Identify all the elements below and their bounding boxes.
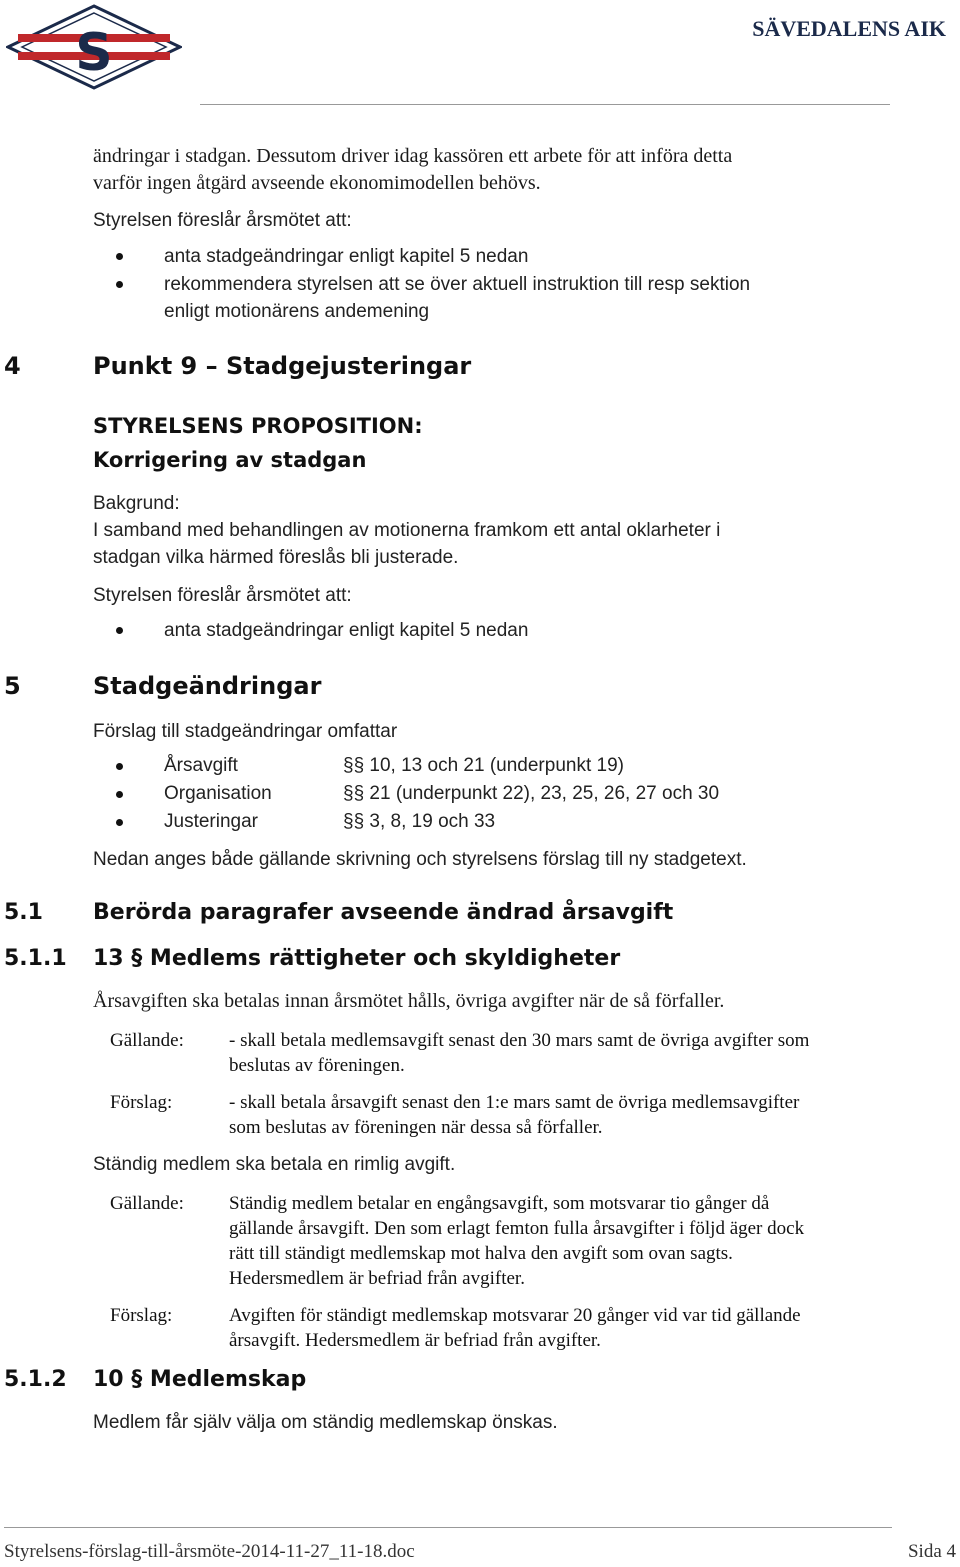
change-item-name: Justeringar (164, 811, 258, 832)
footer-divider (4, 1527, 892, 1528)
intro-proposes: Styrelsen föreslår årsmötet att: (93, 210, 352, 231)
current-text-line: gällande årsavgift. Den som erlagt femton fulla årsavgifter i följd äger dock (229, 1218, 805, 1239)
footer-page-number: Sida 4 (907, 1541, 956, 1562)
proposal-label: Förslag: (110, 1092, 173, 1113)
section-5-1-number: 5.1 (4, 900, 43, 925)
change-item-refs: §§ 10, 13 och 21 (underpunkt 19) (343, 755, 624, 776)
proposal-text-line: årsavgift. Hedersmedlem är befriad från avgifter. (229, 1330, 601, 1351)
section-5-1-2-title: 10 § Medlemskap (93, 1367, 307, 1392)
org-name: SÄVEDALENS AIK (752, 16, 946, 41)
current-text-line-1: - skall betala medlemsavgift senast den 30 mars samt de övriga avgifter som (229, 1030, 810, 1051)
current-text-line: rätt till ständigt medlemskap mot halva den avgift som ovan sagts. (229, 1243, 733, 1264)
section-5-title: Stadgeändringar (93, 672, 322, 700)
svg-text:S: S (75, 23, 113, 83)
section-5-intro: Förslag till stadgeändringar omfattar (93, 721, 398, 742)
current-label: Gällande: (110, 1030, 184, 1051)
change-item-name: Organisation (164, 783, 272, 804)
intro-bullet-2-cont: enligt motionärens andemening (164, 301, 430, 322)
bullet-icon (116, 253, 123, 260)
section-5-1-1-title: 13 § Medlems rättigheter och skyldigheter (93, 946, 621, 971)
bullet-icon (116, 763, 123, 770)
proposition-title: Korrigering av stadgan (93, 448, 367, 472)
section-4-title: Punkt 9 – Stadgejusteringar (93, 352, 472, 380)
section-4-proposes: Styrelsen föreslår årsmötet att: (93, 585, 352, 606)
current-text-line: Ständig medlem betalar en engångsavgift, som motsvarar tio gånger då (229, 1193, 770, 1214)
section-4-number: 4 (4, 352, 21, 380)
lifetime-intro: Ständig medlem ska betala en rimlig avgift. (93, 1154, 456, 1175)
intro-bullet-2: rekommendera styrelsen att se över aktuell instruktion till resp sektion (164, 274, 751, 295)
section-5-number: 5 (4, 672, 21, 700)
club-logo (6, 4, 182, 90)
section-5-1-title: Berörda paragrafer avseende ändrad årsavgift (93, 900, 674, 925)
bullet-icon (116, 627, 123, 634)
change-item-refs: §§ 3, 8, 19 och 33 (343, 811, 496, 832)
current-text-line-2: beslutas av föreningen. (229, 1055, 405, 1076)
change-item-refs: §§ 21 (underpunkt 22), 23, 25, 26, 27 och 30 (343, 783, 720, 804)
proposal-text-line: Avgiften för ständigt medlemskap motsvarar 20 gånger vid var tid gällande (229, 1305, 801, 1326)
footer-filename: Styrelsens-förslag-till-årsmöte-2014-11-27_11-18.doc (4, 1541, 415, 1562)
change-item-name: Årsavgift (164, 755, 238, 776)
section-5-note: Nedan anges både gällande skrivning och styrelsens förslag till ny stadgetext. (93, 849, 747, 870)
header-divider (200, 104, 890, 105)
current-label: Gällande: (110, 1193, 184, 1214)
current-text-line: Hedersmedlem är befriad från avgifter. (229, 1268, 525, 1289)
section-5-1-1-intro: Årsavgiften ska betalas innan årsmötet hålls, övriga avgifter när de så förfaller. (93, 990, 725, 1012)
proposal-text-line-2: som beslutas av föreningen när dessa så förfaller. (229, 1117, 603, 1138)
section-5-1-2-text: Medlem får själv välja om ständig medlemskap önskas. (93, 1412, 558, 1433)
proposal-label: Förslag: (110, 1305, 173, 1326)
background-line-1: I samband med behandlingen av motionerna framkom ett antal oklarheter i (93, 520, 721, 541)
bullet-icon (116, 819, 123, 826)
proposition-label: STYRELSENS PROPOSITION: (93, 414, 423, 438)
section-4-bullet: anta stadgeändringar enligt kapitel 5 nedan (164, 620, 529, 641)
background-label: Bakgrund: (93, 493, 180, 514)
section-5-1-1-number: 5.1.1 (4, 946, 67, 971)
proposal-text-line-1: - skall betala årsavgift senast den 1:e mars samt de övriga medlemsavgifter (229, 1092, 800, 1113)
background-line-2: stadgan vilka härmed föreslås bli justerade. (93, 547, 459, 568)
section-5-1-2-number: 5.1.2 (4, 1367, 67, 1392)
bullet-icon (116, 281, 123, 288)
intro-line-1: ändringar i stadgan. Dessutom driver idag kassören ett arbete för att införa detta (93, 145, 733, 167)
bullet-icon (116, 791, 123, 798)
intro-line-2: varför ingen åtgärd avseende ekonomimodellen behövs. (93, 172, 541, 194)
intro-bullet-1: anta stadgeändringar enligt kapitel 5 nedan (164, 246, 529, 267)
